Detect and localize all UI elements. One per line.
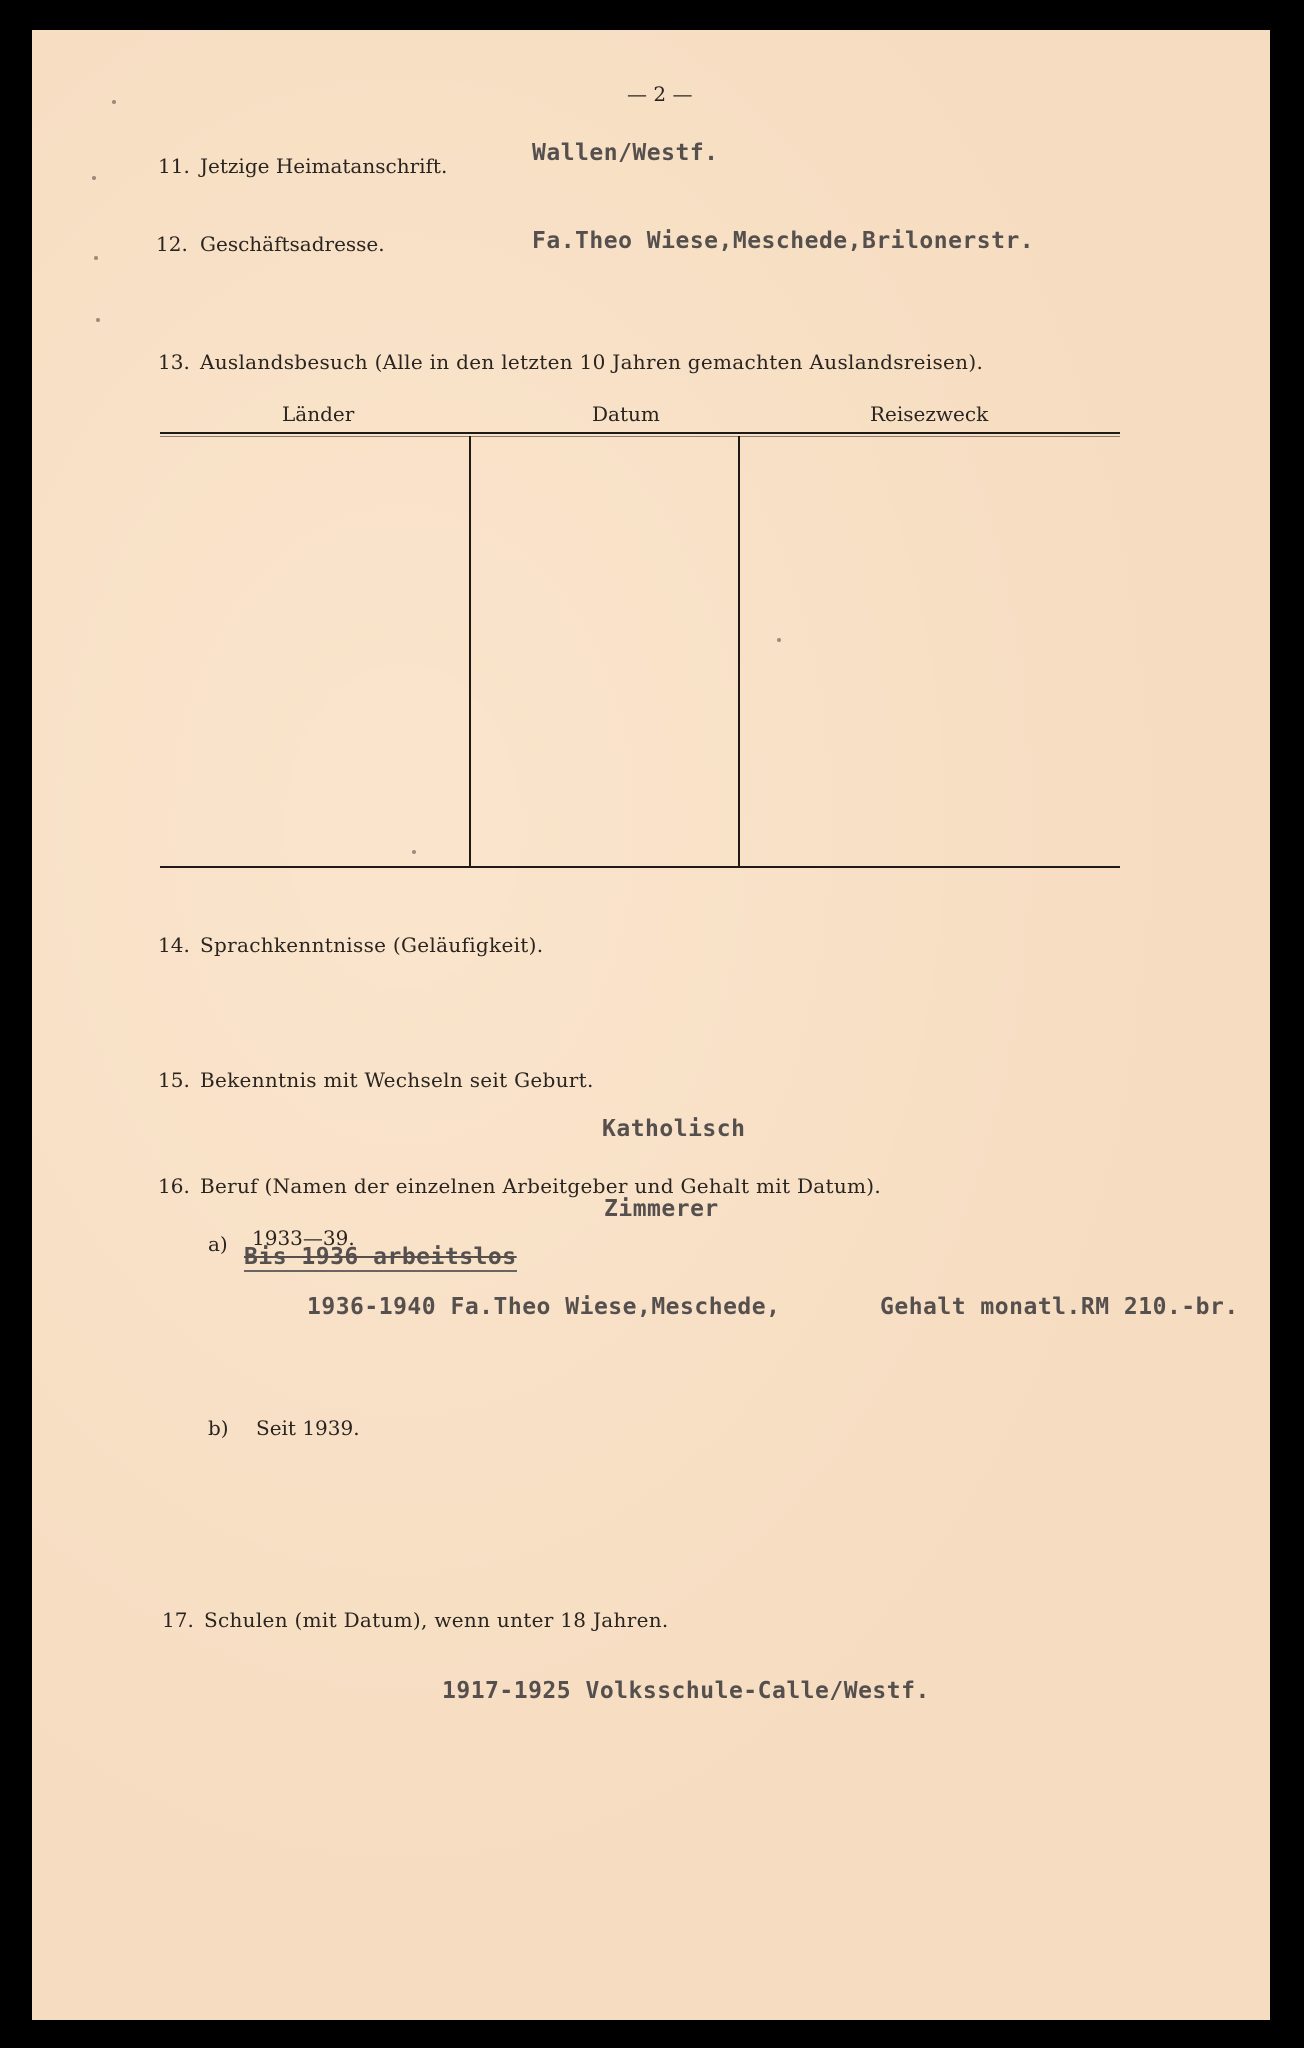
item-14-label: Sprachkenntnisse (Geläufigkeit). — [200, 933, 544, 957]
item-11-label: Jetzige Heimatanschrift. — [200, 154, 448, 178]
document-page — [32, 30, 1270, 2020]
scan-speck — [112, 100, 116, 104]
scan-speck — [777, 638, 781, 642]
item-16a-label: a) — [208, 1232, 228, 1256]
table-column-divider-2 — [738, 436, 740, 868]
scan-speck — [96, 318, 100, 322]
scan-speck — [94, 256, 98, 260]
scan-speck — [412, 850, 416, 854]
item-16a-struck-answer — [244, 1244, 517, 1270]
item-13-label: Auslandsbesuch (Alle in den letzten 10 Jahren gemachten Auslandsreisen). — [200, 350, 984, 374]
item-17-answer: 1917-1925 Volksschule-Calle/Westf. — [442, 1678, 930, 1704]
item-13-number: 13. — [158, 350, 190, 374]
table-top-rule-thin — [160, 436, 1120, 437]
item-12-answer: Fa.Theo Wiese,Meschede,Brilonerstr. — [532, 228, 1035, 254]
item-17-number: 17. — [162, 1608, 194, 1632]
item-16b-label: b) — [208, 1416, 229, 1440]
item-16-label: Beruf (Namen der einzelnen Arbeitgeber und Gehalt mit Datum). — [200, 1174, 882, 1198]
table-header-laender: Länder — [282, 402, 355, 426]
item-16a-struck-text: Bis 1936 arbeitslos — [244, 1244, 517, 1270]
item-11-number: 11. — [158, 154, 190, 178]
table-bottom-rule — [160, 866, 1120, 868]
table-column-divider-1 — [469, 436, 471, 868]
table-header-datum: Datum — [592, 402, 660, 426]
item-17-label: Schulen (mit Datum), wenn unter 18 Jahren. — [204, 1608, 669, 1632]
scan-speck — [92, 176, 96, 180]
item-16a-employer-line: 1936-1940 Fa.Theo Wiese,Meschede, — [307, 1294, 781, 1320]
item-16b-period: Seit 1939. — [256, 1416, 360, 1440]
item-16a-period: 1933—39. — [252, 1226, 355, 1250]
item-16-number: 16. — [158, 1174, 190, 1198]
page-number: — 2 — — [627, 82, 693, 106]
item-16a-salary: Gehalt monatl.RM 210.-br. — [880, 1294, 1239, 1320]
item-16-job-answer: Zimmerer — [604, 1196, 719, 1222]
table-header-reisezweck: Reisezweck — [870, 402, 989, 426]
item-12-number: 12. — [156, 232, 188, 256]
item-15-label: Bekenntnis mit Wechseln seit Geburt. — [200, 1068, 594, 1092]
table-top-rule — [160, 432, 1120, 434]
item-12-label: Geschäftsadresse. — [200, 232, 385, 256]
item-14-number: 14. — [158, 933, 190, 957]
item-11-answer: Wallen/Westf. — [532, 140, 719, 166]
item-15-answer: Katholisch — [602, 1116, 746, 1142]
item-15-number: 15. — [158, 1068, 190, 1092]
